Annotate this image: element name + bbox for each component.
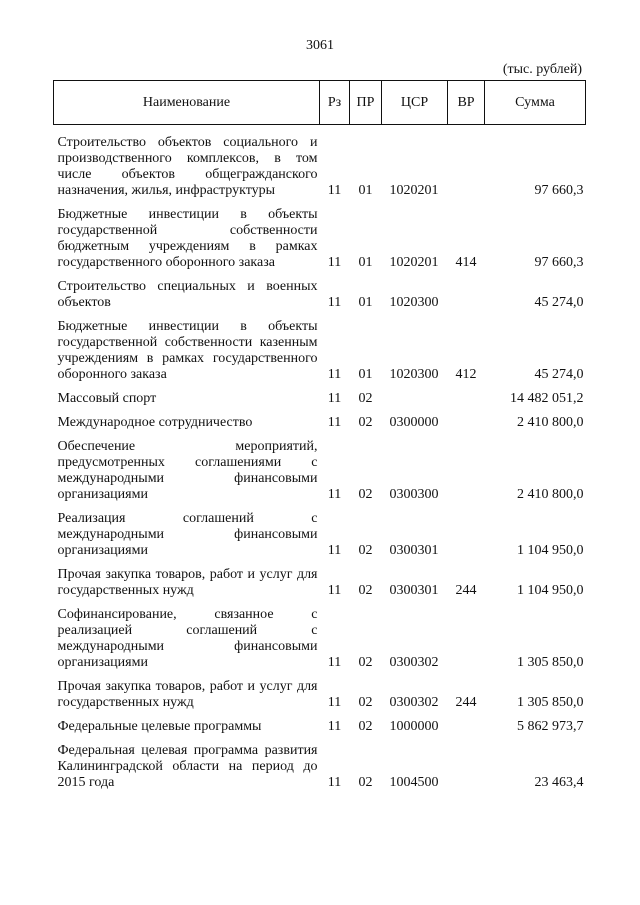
row-csr: 0300301 [389, 583, 439, 598]
table-header-row [54, 81, 586, 125]
row-sum: 1 104 950,0 [517, 543, 584, 558]
row-vr [448, 391, 485, 415]
row-rz: 11 [327, 367, 342, 382]
row-pr: 02 [358, 695, 373, 710]
row-vr [448, 415, 485, 439]
row-csr: 0300300 [389, 487, 439, 502]
header-sum: Сумма [485, 81, 586, 125]
row-pr: 02 [358, 583, 373, 598]
header-vr: ВР [448, 81, 485, 125]
row-rz: 11 [327, 255, 342, 270]
table-row [54, 743, 586, 799]
row-csr: 1020201 [389, 255, 439, 270]
row-pr: 02 [358, 719, 373, 734]
row-sum: 1 104 950,0 [517, 583, 584, 598]
table-row [54, 511, 586, 567]
row-csr: 0300302 [389, 655, 439, 670]
row-name: Бюджетные инвестиции в объекты государственной собственности казенным учреждениям в рамках государственного оборонного заказа [57, 319, 318, 382]
row-name: Реализация соглашений с международными финансовыми организациями [57, 511, 318, 558]
row-rz: 11 [327, 719, 342, 734]
row-sum: 23 463,4 [534, 775, 584, 790]
table-row [54, 567, 586, 607]
row-rz: 11 [327, 415, 342, 430]
table-row [54, 207, 586, 279]
row-sum: 2 410 800,0 [517, 487, 584, 502]
row-vr: 414 [455, 255, 477, 270]
row-vr [448, 607, 485, 679]
units-label: (тыс. рублей) [502, 62, 582, 77]
header-name: Наименование [54, 81, 320, 125]
row-sum: 5 862 973,7 [517, 719, 584, 734]
table-row [54, 319, 586, 391]
row-pr: 01 [358, 255, 373, 270]
table-row [54, 679, 586, 719]
table-row [54, 439, 586, 511]
table-row [54, 391, 586, 415]
row-name: Федеральная целевая программа развития Калининградской области на период до 2015 года [57, 743, 318, 790]
row-rz: 11 [327, 391, 342, 406]
row-vr [448, 719, 485, 743]
header-rz: Рз [320, 81, 350, 125]
budget-table [53, 80, 586, 799]
row-csr: 1020300 [389, 367, 439, 382]
row-rz: 11 [327, 295, 342, 310]
header-csr: ЦСР [382, 81, 448, 125]
row-name: Строительство объектов социального и производственного комплексов, в том числе объектов общегражданского назначения, жилья, инфраструктуры [57, 135, 318, 198]
row-name: Международное сотрудничество [57, 415, 253, 430]
row-sum: 45 274,0 [534, 367, 584, 382]
row-name: Массовый спорт [57, 391, 157, 406]
row-pr: 02 [358, 487, 373, 502]
row-sum: 14 482 051,2 [510, 391, 584, 406]
row-sum: 97 660,3 [534, 255, 584, 270]
table-row [54, 125, 586, 208]
row-sum: 2 410 800,0 [517, 415, 584, 430]
row-rz: 11 [327, 543, 342, 558]
row-rz: 11 [327, 655, 342, 670]
row-csr [382, 391, 448, 415]
row-csr: 1000000 [389, 719, 439, 734]
row-rz: 11 [327, 775, 342, 790]
row-sum: 97 660,3 [534, 183, 584, 198]
row-name: Прочая закупка товаров, работ и услуг для государственных нужд [57, 567, 318, 598]
row-sum: 1 305 850,0 [517, 655, 584, 670]
row-vr [448, 279, 485, 319]
row-rz: 11 [327, 487, 342, 502]
table-row [54, 719, 586, 743]
row-vr [448, 743, 485, 799]
row-rz: 11 [327, 583, 342, 598]
row-name: Прочая закупка товаров, работ и услуг для государственных нужд [57, 679, 318, 710]
row-name: Обеспечение мероприятий, предусмотренных соглашениями с международными финансовыми организациями [57, 439, 318, 502]
row-pr: 01 [358, 183, 373, 198]
row-name: Бюджетные инвестиции в объекты государственной собственности бюджетным учреждениям в рамках государственного оборонного заказа [57, 207, 318, 270]
table-row [54, 607, 586, 679]
row-pr: 01 [358, 295, 373, 310]
row-name: Федеральные целевые программы [57, 719, 262, 734]
row-vr: 244 [455, 695, 477, 710]
row-pr: 02 [358, 775, 373, 790]
row-csr: 0300000 [389, 415, 439, 430]
row-sum: 45 274,0 [534, 295, 584, 310]
row-vr [448, 511, 485, 567]
row-csr: 1020300 [389, 295, 439, 310]
row-name: Софинансирование, связанное с реализацией соглашений с международными финансовыми организациями [57, 607, 318, 670]
row-csr: 1004500 [389, 775, 439, 790]
row-vr: 412 [455, 367, 477, 382]
row-pr: 02 [358, 543, 373, 558]
header-pr: ПР [350, 81, 382, 125]
row-csr: 0300302 [389, 695, 439, 710]
page-number: 3061 [306, 38, 334, 53]
row-pr: 02 [358, 655, 373, 670]
row-csr: 0300301 [389, 543, 439, 558]
row-pr: 02 [358, 415, 373, 430]
row-vr: 244 [455, 583, 477, 598]
row-vr [448, 439, 485, 511]
row-sum: 1 305 850,0 [517, 695, 584, 710]
table-row [54, 415, 586, 439]
table-row [54, 279, 586, 319]
row-csr: 1020201 [389, 183, 439, 198]
row-rz: 11 [327, 695, 342, 710]
row-pr: 01 [358, 367, 373, 382]
row-name: Строительство специальных и военных объектов [57, 279, 318, 310]
row-pr: 02 [358, 391, 373, 406]
row-vr [448, 125, 485, 208]
row-rz: 11 [327, 183, 342, 198]
